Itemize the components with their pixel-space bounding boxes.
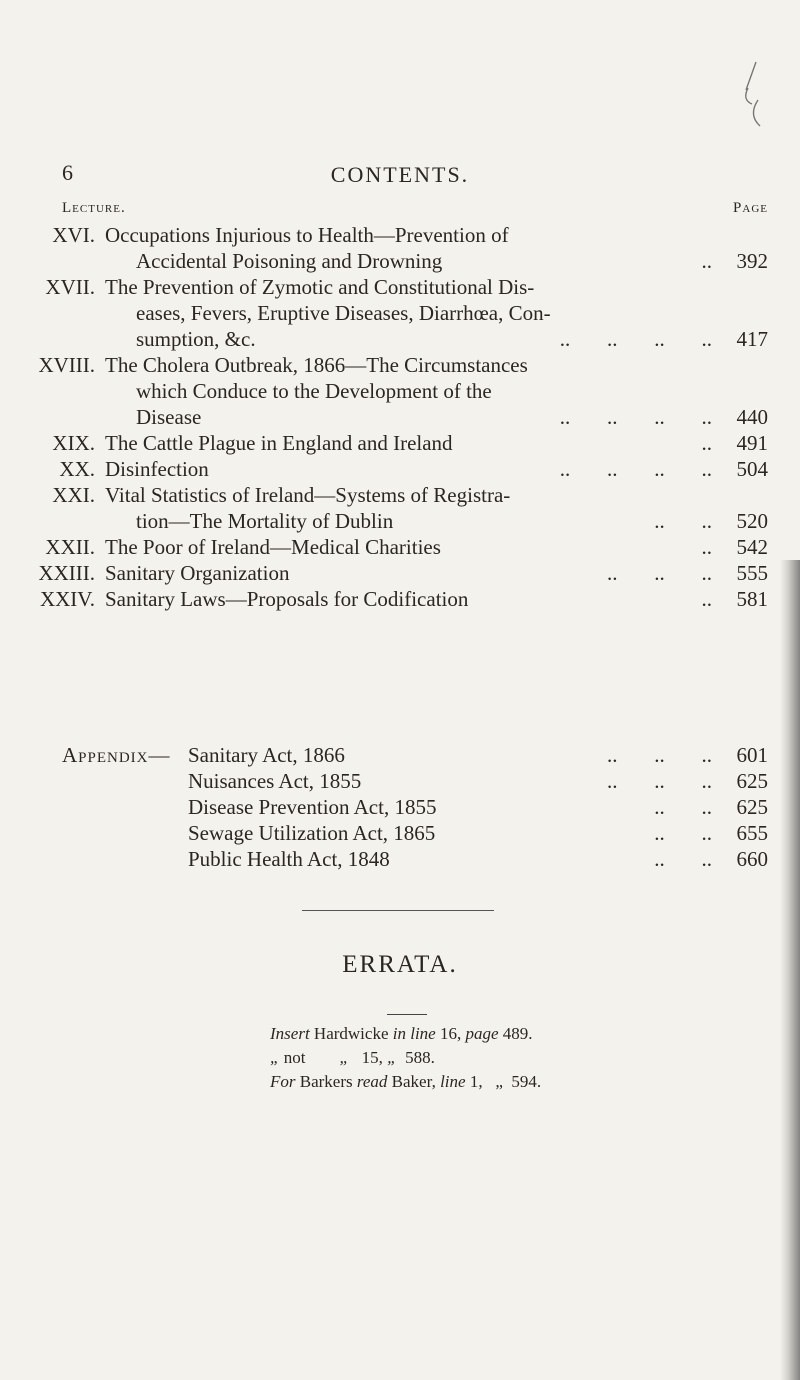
appendix-title: Nuisances Act, 1855 [188,769,362,793]
lecture-title: tion—The Mortality of Dublin [136,509,394,533]
leader-dots: .. [701,587,712,611]
errata-part: 16, [435,1024,466,1043]
lecture-entry [0,482,800,534]
lecture-number: XXII. [45,535,95,559]
lecture-column-label: Lecture. [62,200,126,216]
lecture-entry [0,456,800,482]
errata-part: 489. [498,1024,533,1043]
pencil-mark-icon [738,60,778,130]
page-ref: 392 [736,249,768,273]
lecture-line [0,222,800,248]
errata-part: page [465,1024,499,1043]
errata-part: not [279,1048,340,1067]
leader-dots: .. [701,431,712,455]
lecture-number: XXIII. [38,561,95,585]
page-ref: 504 [736,457,768,481]
page-number: 6 [62,160,73,185]
appendix-title: Public Health Act, 1848 [188,847,390,871]
errata-part: 1, „ 594. [465,1072,542,1091]
errata-part: 15, [348,1048,388,1067]
lecture-line [0,508,800,534]
lecture-number: XXIV. [39,587,95,611]
errata-part: 588. [396,1048,435,1067]
lecture-entry [0,586,800,612]
lecture-entry [0,534,800,560]
lecture-line [0,300,800,326]
leader-dots: .. .. [654,847,712,871]
page-ref: 417 [736,327,768,351]
lecture-number: XVI. [52,223,95,247]
leader-dots: .. .. .. .. [559,327,712,351]
appendix-list [0,742,800,872]
lecture-line [0,534,800,560]
errata-part: For [270,1072,296,1091]
lecture-title: sumption, &c. [136,327,256,351]
lecture-entry [0,352,800,430]
lecture-line [0,586,800,612]
errata-list [270,1022,541,1094]
lecture-title: eases, Fevers, Eruptive Diseases, Diarrhœa, Con- [136,301,551,325]
leader-dots: .. .. .. [607,769,712,793]
errata-part: line [440,1072,466,1091]
lecture-title: Sanitary Organization [105,561,290,585]
lecture-number: XIX. [52,431,95,455]
lecture-line [0,430,800,456]
leader-dots: .. .. .. [607,743,712,767]
leader-dots: .. .. .. .. [559,457,712,481]
appendix-title: Disease Prevention Act, 1855 [188,795,437,819]
lecture-title: Sanitary Laws—Proposals for Codification [105,587,469,611]
errata-part: Insert [270,1024,310,1043]
errata-part: read [356,1072,388,1091]
lecture-title: Accidental Poisoning and Drowning [136,249,443,273]
leader-dots: .. [701,535,712,559]
errata-part: Hardwicke [309,1024,393,1043]
lecture-line [0,560,800,586]
lecture-number: XX. [59,457,95,481]
lecture-title: Occupations Injurious to Health—Prevention of [105,223,509,247]
errata-part: „ [339,1048,349,1067]
errata-line [270,1070,541,1094]
running-head: CONTENTS. [330,162,470,187]
leader-dots: .. .. .. [607,561,712,585]
appendix-entry [0,794,800,820]
appendix-entry [0,742,800,768]
leader-dots: .. .. [654,509,712,533]
lecture-line [0,482,800,508]
page-ref: 491 [736,431,768,455]
page-ref: 625 [736,795,768,819]
page-ref: 625 [736,769,768,793]
errata-part: Barkers [295,1072,357,1091]
lecture-entry [0,274,800,352]
lecture-title: Disinfection [105,457,209,481]
page-ref: 542 [736,535,768,559]
lecture-entry [0,560,800,586]
page-ref: 520 [736,509,768,533]
lecture-title: Vital Statistics of Ireland—Systems of Registra- [105,483,511,507]
errata-title: ERRATA. [342,951,458,978]
lecture-list [0,222,800,612]
appendix-entry [0,820,800,846]
appendix-title: Sewage Utilization Act, 1865 [188,821,436,845]
errata-part: „ [387,1048,397,1067]
lecture-title: The Cholera Outbreak, 1866—The Circumstances [105,353,528,377]
page-ref: 555 [736,561,768,585]
lecture-entry [0,222,800,274]
page-column-label: Page [733,200,768,216]
lecture-line [0,326,800,352]
lecture-line [0,456,800,482]
lecture-title: The Prevention of Zymotic and Constitutional Dis- [105,275,535,299]
lecture-number: XXI. [52,483,95,507]
appendix-entry [0,768,800,794]
lecture-title: The Poor of Ireland—Medical Charities [105,535,441,559]
appendix-entry [0,846,800,872]
errata-divider [387,1014,427,1015]
page-ref: 440 [736,405,768,429]
page-ref: 581 [736,587,768,611]
divider [302,910,494,911]
lecture-number: XVIII. [38,353,95,377]
lecture-entry [0,430,800,456]
leader-dots: .. .. [654,821,712,845]
lecture-line [0,352,800,378]
lecture-line [0,274,800,300]
lecture-line [0,248,800,274]
lecture-title: The Cattle Plague in England and Ireland [105,431,453,455]
lecture-line [0,378,800,404]
appendix-label: Appendix— [62,743,171,767]
leader-dots: .. [701,249,712,273]
appendix-title: Sanitary Act, 1866 [188,743,345,767]
leader-dots: .. .. [654,795,712,819]
lecture-title: which Conduce to the Development of the [136,379,492,403]
errata-line [270,1022,541,1046]
errata-line [270,1046,541,1070]
errata-part: in line [392,1024,436,1043]
lecture-title: Disease [136,405,202,429]
leader-dots: .. .. .. .. [559,405,712,429]
errata-part: „ [270,1048,280,1067]
lecture-line [0,404,800,430]
page-edge-shadow [780,560,800,1380]
lecture-number: XVII. [45,275,95,299]
errata-part: Baker, [387,1072,441,1091]
page-ref: 601 [736,743,768,767]
page-ref: 660 [736,847,768,871]
page-ref: 655 [736,821,768,845]
